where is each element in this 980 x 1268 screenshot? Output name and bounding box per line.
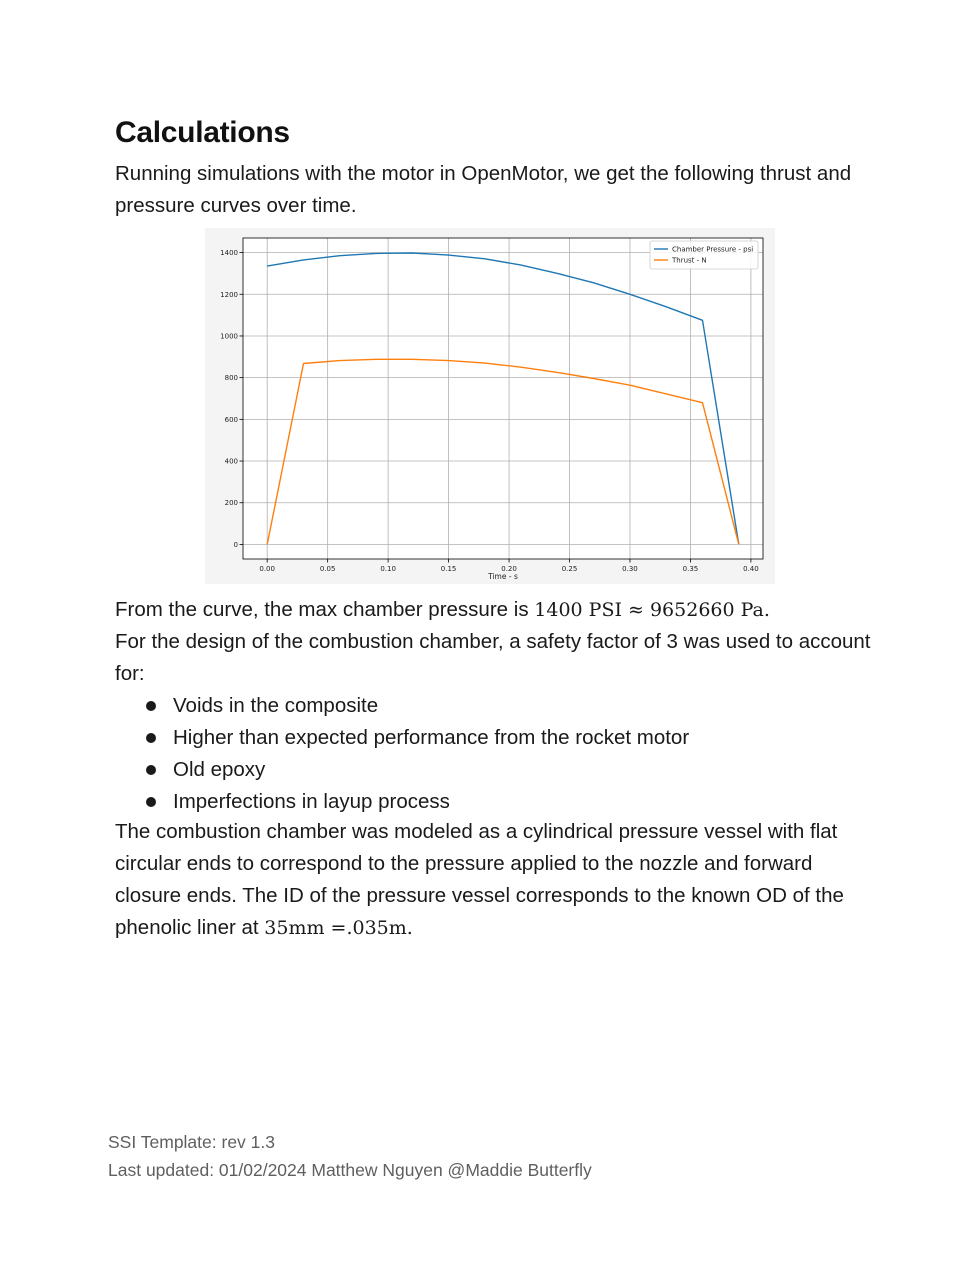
pressure-text: From the curve, the max chamber pressure is — [115, 598, 535, 621]
safety-factor-list — [115, 690, 689, 818]
intro-paragraph: Running simulations with the motor in OpenMotor, we get the following thrust and pressure curves over time. — [115, 162, 852, 217]
x-tick-label: 0.25 — [561, 565, 578, 573]
bullet-icon — [146, 765, 156, 775]
section-heading: Calculations — [115, 116, 290, 149]
last-updated: Last updated: 01/02/2024 Matthew Nguyen @Maddie Butterfly — [108, 1160, 592, 1180]
footer — [108, 1128, 592, 1184]
y-tick-label: 1000 — [220, 332, 238, 341]
safety-factor-text: For the design of the combustion chamber, a safety factor of 3 was used to account for: — [115, 630, 871, 685]
y-tick-label: 800 — [224, 374, 238, 383]
model-text: The combustion chamber was modeled as a cylindrical pressure vessel with flat circular ends to correspond to the pressure applied to the nozzle and forward closure ends. The ID of the pressure vessel corresponds to the known OD of the phenolic liner at — [115, 820, 844, 939]
x-tick-label: 0.15 — [440, 565, 457, 573]
y-tick-label: 1200 — [220, 290, 238, 299]
template-revision: SSI Template: rev 1.3 — [108, 1132, 275, 1152]
diameter-equation: 35mm =.035m. — [264, 917, 413, 939]
legend-label: Chamber Pressure - psi — [672, 245, 754, 254]
x-tick-label: 0.40 — [743, 565, 759, 573]
x-axis-label: Time - s — [488, 572, 518, 581]
x-tick-label: 0.05 — [319, 565, 336, 573]
bullet-icon — [146, 733, 156, 743]
y-tick-label: 200 — [224, 499, 238, 508]
pressure-equation: 1400 PSI ≈ 9652660 Pa. — [534, 599, 770, 621]
model-paragraph — [115, 816, 875, 944]
x-tick-label: 0.30 — [622, 565, 638, 573]
x-tick-label: 0.10 — [380, 565, 396, 573]
y-tick-label: 1400 — [220, 249, 238, 258]
x-tick-label: 0.20 — [501, 565, 517, 573]
list-item: Imperfections in layup process — [115, 786, 689, 818]
legend-label: Thrust - N — [672, 256, 707, 265]
chart-legend — [650, 241, 758, 269]
y-tick-label: 600 — [224, 415, 238, 424]
pressure-paragraph — [115, 594, 875, 690]
y-tick-label: 0 — [233, 540, 238, 549]
y-tick-label: 400 — [224, 457, 238, 466]
x-tick-label: 0.35 — [682, 565, 699, 573]
bullet-icon — [146, 797, 156, 807]
list-item: Higher than expected performance from the rocket motor — [115, 722, 689, 754]
thrust-pressure-chart — [205, 228, 775, 584]
x-tick-label: 0.00 — [259, 565, 275, 573]
bullet-icon — [146, 701, 156, 711]
list-item: Voids in the composite — [115, 690, 689, 722]
list-item: Old epoxy — [115, 754, 689, 786]
